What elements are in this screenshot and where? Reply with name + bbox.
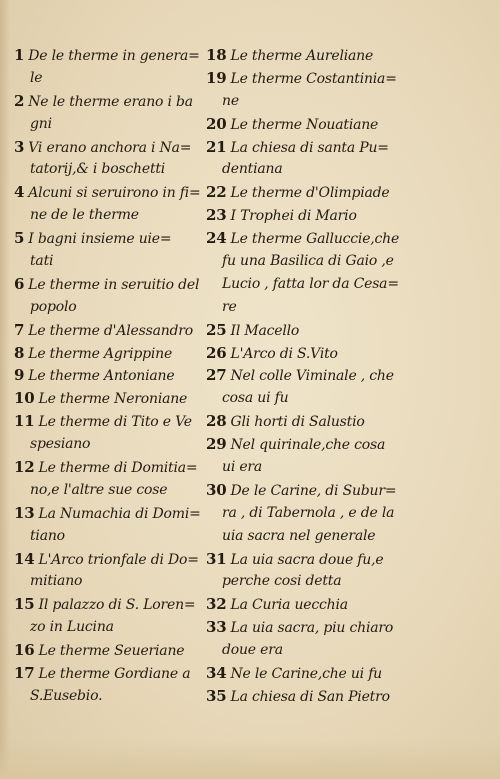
index-entry (14, 502, 204, 548)
index-entry (206, 342, 396, 365)
entry-number: 8 (14, 343, 25, 362)
entry-first-line (206, 364, 396, 387)
index-entry (206, 44, 396, 67)
entry-text: fu una Basilica di Gaio ,e (222, 253, 394, 270)
entry-text: ui era (222, 459, 263, 476)
entry-number: 34 (206, 664, 227, 683)
entry-text: S.Eusebio. (30, 687, 103, 704)
entry-text: Alcuni si seruirono in fi= (28, 185, 201, 202)
index-column-left (14, 44, 204, 708)
entry-continuation-line (206, 158, 396, 181)
index-entry (206, 685, 396, 708)
entry-first-line (206, 67, 396, 90)
entry-text: Il palazzo di S. Loren= (38, 597, 196, 614)
page-gutter-shadow (0, 0, 10, 779)
index-entry (14, 319, 204, 342)
entry-continuation-line (14, 296, 204, 319)
entry-text: mitiano (30, 573, 83, 590)
entry-number: 2 (14, 91, 25, 110)
entry-continuation-line (206, 273, 399, 296)
entry-number: 31 (206, 549, 227, 568)
entry-text: Il Macello (230, 322, 300, 339)
entry-number: 30 (206, 480, 227, 499)
entry-continuation-line (206, 570, 396, 593)
entry-text: perche cosi detta (222, 573, 342, 590)
entry-text: ne de le therme (30, 207, 139, 224)
index-entry (206, 616, 396, 662)
entry-text: tatorij,& i boschetti (30, 161, 166, 178)
entry-first-line (206, 433, 396, 456)
index-entry (14, 136, 204, 182)
entry-number: 3 (14, 137, 25, 156)
entry-number: 20 (206, 114, 227, 133)
index-entry (206, 113, 396, 136)
entry-first-line (206, 204, 396, 227)
entry-first-line (206, 136, 396, 159)
entry-text: tiano (30, 527, 65, 544)
entry-continuation-line (206, 296, 396, 319)
entry-text: Le therme di Tito e Ve (38, 414, 192, 431)
entry-continuation-line (206, 456, 396, 479)
entry-text: De le Carine, di Subur= (230, 482, 397, 499)
entry-first-line (14, 136, 204, 159)
entry-first-line (14, 44, 204, 67)
entry-continuation-line (206, 387, 396, 410)
index-entry (14, 273, 204, 319)
index-entry (206, 593, 396, 616)
index-entry (206, 410, 396, 433)
entry-number: 21 (206, 137, 227, 156)
entry-first-line (14, 456, 204, 479)
entry-first-line (206, 410, 396, 433)
index-entry (14, 548, 204, 594)
entry-first-line (14, 410, 204, 433)
entry-text: La uia sacra doue fu,e (230, 551, 384, 568)
entry-first-line (14, 593, 204, 616)
index-entry (14, 181, 204, 227)
entry-continuation-line (206, 525, 396, 548)
entry-first-line (206, 662, 396, 685)
entry-first-line (206, 479, 396, 502)
index-entry (206, 204, 396, 227)
entry-number: 14 (14, 549, 35, 568)
entry-text: ne (222, 92, 239, 109)
entry-number: 5 (14, 229, 25, 248)
entry-text: Le therme di Domitia= (38, 460, 198, 477)
index-entry (14, 662, 204, 708)
entry-continuation-line (14, 158, 204, 181)
entry-text: Le therme Neroniane (38, 391, 188, 408)
index-entry (14, 593, 204, 639)
entry-text: Le therme Gordiane a (38, 666, 191, 683)
entry-number: 35 (206, 686, 227, 705)
entry-number: 4 (14, 183, 25, 202)
index-entry (14, 364, 204, 387)
entry-number: 28 (206, 412, 227, 431)
entry-number: 1 (14, 46, 25, 64)
entry-text: Le therme d'Olimpiade (230, 185, 390, 202)
entry-first-line (206, 113, 396, 136)
entry-text: La Curia uecchia (230, 597, 348, 614)
entry-text: Nel quirinale,che cosa (230, 437, 386, 454)
entry-first-line (14, 639, 204, 662)
entry-first-line (14, 548, 204, 571)
entry-continuation-line (14, 570, 204, 593)
entry-number: 12 (14, 458, 35, 477)
entry-first-line (206, 181, 396, 204)
entry-text: Le therme Galluccie,che (230, 231, 400, 248)
entry-number: 19 (206, 68, 227, 87)
index-entry (206, 181, 396, 204)
entry-text: uia sacra nel generale (222, 527, 376, 544)
index-entry (14, 387, 204, 410)
entry-number: 26 (206, 343, 227, 362)
entry-text: Ne le therme erano i ba (28, 93, 193, 110)
entry-first-line (14, 181, 204, 204)
index-entry (14, 456, 204, 502)
entry-first-line (206, 593, 396, 616)
entry-number: 10 (14, 389, 35, 408)
entry-number: 9 (14, 366, 25, 385)
entry-text: tati (30, 253, 54, 270)
entry-continuation-line (14, 685, 204, 708)
entry-continuation-line (14, 250, 204, 273)
index-entry (14, 342, 204, 365)
entry-text: no,e l'altre sue cose (30, 481, 168, 498)
entry-number: 16 (14, 641, 35, 660)
entry-text: La Numachia di Domi= (38, 505, 201, 522)
index-column-right (206, 44, 400, 708)
entry-number: 13 (14, 503, 35, 522)
entry-first-line (14, 342, 204, 365)
entry-continuation-line (14, 525, 204, 548)
index-entry (14, 44, 204, 90)
entry-text: spesiano (30, 436, 91, 453)
entry-text: Le therme Costantinia= (230, 70, 397, 87)
entry-number: 6 (14, 274, 25, 293)
entry-first-line (14, 90, 204, 113)
entry-number: 7 (14, 320, 25, 339)
index-entry (206, 136, 396, 182)
entry-first-line (206, 319, 396, 342)
entry-text: zo in Lucina (30, 619, 114, 636)
entry-number: 32 (206, 595, 227, 614)
entry-text: De le therme in genera= (28, 48, 200, 64)
entry-number: 29 (206, 435, 227, 454)
entry-text: L'Arco di S.Vito (230, 345, 338, 362)
entry-first-line (14, 364, 204, 387)
entry-continuation-line (14, 616, 204, 639)
entry-continuation-line (14, 113, 204, 136)
entry-text: cosa ui fu (222, 390, 289, 407)
entry-continuation-line (206, 250, 396, 273)
entry-number: 23 (206, 206, 227, 225)
index-entry (206, 227, 400, 319)
entry-text: I Trophei di Mario (230, 208, 357, 225)
entry-first-line (206, 227, 400, 250)
index-entry (14, 227, 204, 273)
index-entry (206, 364, 396, 410)
entry-continuation-line (14, 433, 204, 456)
entry-continuation-line (14, 479, 204, 502)
entry-first-line (14, 662, 204, 685)
entry-text: La uia sacra, piu chiaro (230, 620, 394, 637)
entry-number: 24 (206, 229, 227, 248)
entry-number: 15 (14, 595, 35, 614)
entry-text: Le therme Nouatiane (230, 116, 379, 133)
entry-number: 11 (14, 412, 35, 431)
entry-text: Le therme Seueriane (38, 643, 185, 660)
entry-first-line (14, 227, 204, 250)
page-bottom-shadow (0, 739, 500, 779)
index-entry (206, 433, 396, 479)
index-entry (14, 639, 204, 662)
entry-first-line (206, 548, 396, 571)
entry-continuation-line (206, 639, 396, 662)
index-entry (206, 548, 396, 594)
entry-text: Gli horti di Salustio (230, 414, 365, 431)
entry-text: le (30, 69, 43, 86)
entry-number: 27 (206, 366, 227, 385)
index-entry (206, 67, 396, 113)
entry-number: 25 (206, 320, 227, 339)
index-entry (206, 319, 396, 342)
entry-first-line (206, 616, 396, 639)
entry-text: gni (30, 115, 52, 132)
entry-first-line (14, 273, 204, 296)
entry-text: Le therme Aureliane (230, 48, 374, 64)
entry-text: re (222, 298, 237, 315)
entry-text: Le therme in seruitio del (28, 276, 200, 293)
entry-text: Vi erano anchora i Na= (28, 139, 192, 156)
entry-continuation-line (14, 67, 204, 90)
entry-text: ra , di Tabernola , e de la (222, 504, 395, 521)
entry-text: La chiesa di San Pietro (230, 688, 390, 705)
entry-text: popolo (30, 298, 77, 315)
entry-first-line (14, 387, 204, 410)
entry-number: 18 (206, 46, 227, 64)
entry-text: doue era (222, 642, 283, 659)
entry-continuation-line (14, 204, 204, 227)
entry-text: Le therme d'Alessandro (28, 322, 194, 339)
entry-continuation-line (206, 502, 396, 525)
entry-number: 33 (206, 618, 227, 637)
entry-text: Lucio , fatta lor da Cesa= (222, 275, 399, 292)
index-entry (14, 90, 204, 136)
entry-text: I bagni insieme uie= (28, 231, 172, 248)
entry-text: Ne le Carine,che ui fu (230, 666, 382, 683)
entry-text: Nel colle Viminale , che (230, 368, 394, 385)
entry-first-line (206, 685, 396, 708)
entry-first-line (206, 44, 396, 67)
entry-continuation-line (206, 90, 396, 113)
entry-text: dentiana (222, 161, 283, 178)
entry-text: La chiesa di santa Pu= (230, 139, 389, 156)
entry-text: L'Arco trionfale di Do= (38, 551, 199, 568)
index-entry (206, 479, 396, 548)
entry-text: Le therme Agrippine (28, 345, 173, 362)
entry-text: Le therme Antoniane (28, 368, 175, 385)
entry-first-line (206, 342, 396, 365)
entry-number: 17 (14, 664, 35, 683)
entry-number: 22 (206, 183, 227, 202)
index-entry (14, 410, 204, 456)
entry-first-line (14, 502, 204, 525)
index-entry (206, 662, 396, 685)
entry-first-line (14, 319, 204, 342)
